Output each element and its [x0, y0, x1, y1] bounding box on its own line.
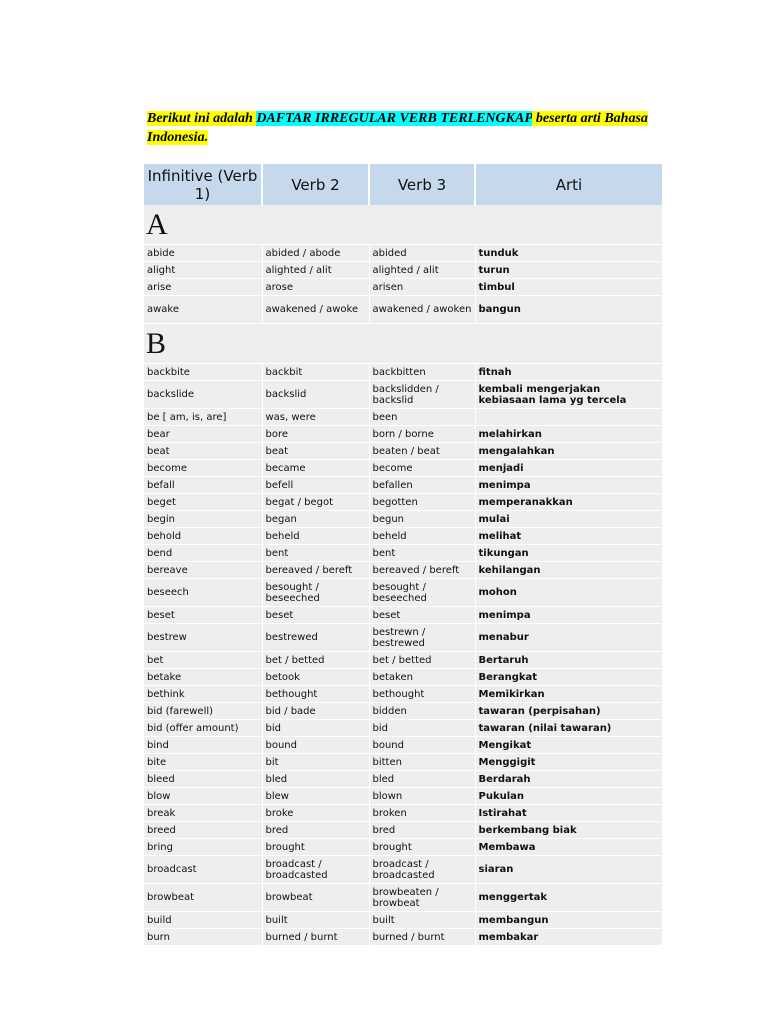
verb2-cell: bled — [262, 771, 369, 788]
infinitive-cell: bestrew — [144, 624, 262, 652]
infinitive-cell: beget — [144, 494, 262, 511]
verb2-cell: bred — [262, 822, 369, 839]
verb3-cell: bereaved / bereft — [369, 562, 475, 579]
verb3-cell: bitten — [369, 754, 475, 771]
verb3-cell: bethought — [369, 686, 475, 703]
verb2-cell: abided / abode — [262, 245, 369, 262]
infinitive-cell: bite — [144, 754, 262, 771]
verb2-cell: bereaved / bereft — [262, 562, 369, 579]
verb3-cell: bestrewn / bestrewed — [369, 624, 475, 652]
table-row — [144, 443, 662, 460]
infinitive-cell: bear — [144, 426, 262, 443]
arti-cell: tawaran (nilai tawaran) — [475, 720, 662, 737]
verb3-cell: born / borne — [369, 426, 475, 443]
verb2-cell: besought / beseeched — [262, 579, 369, 607]
arti-cell: membakar — [475, 929, 662, 946]
table-row — [144, 624, 662, 652]
table-row — [144, 652, 662, 669]
infinitive-cell: become — [144, 460, 262, 477]
table-row — [144, 805, 662, 822]
table-row — [144, 296, 662, 324]
infinitive-cell: abide — [144, 245, 262, 262]
table-row — [144, 245, 662, 262]
arti-cell: menggertak — [475, 884, 662, 912]
infinitive-cell: behold — [144, 528, 262, 545]
infinitive-cell: bind — [144, 737, 262, 754]
infinitive-cell: bethink — [144, 686, 262, 703]
table-body — [144, 205, 662, 946]
irregular-verb-table — [144, 164, 663, 946]
infinitive-cell: be [ am, is, are] — [144, 409, 262, 426]
infinitive-cell: bid (farewell) — [144, 703, 262, 720]
verb2-cell: bound — [262, 737, 369, 754]
verb3-cell: beheld — [369, 528, 475, 545]
verb2-cell: browbeat — [262, 884, 369, 912]
table-row — [144, 409, 662, 426]
arti-cell: memperanakkan — [475, 494, 662, 511]
verb3-cell: bound — [369, 737, 475, 754]
verb2-cell: burned / burnt — [262, 929, 369, 946]
arti-cell: tunduk — [475, 245, 662, 262]
infinitive-cell: bleed — [144, 771, 262, 788]
verb2-cell: begat / begot — [262, 494, 369, 511]
arti-cell: Berangkat — [475, 669, 662, 686]
verb3-cell: burned / burnt — [369, 929, 475, 946]
arti-cell: mohon — [475, 579, 662, 607]
table-row — [144, 381, 662, 409]
verb3-cell: begotten — [369, 494, 475, 511]
verb3-cell: arisen — [369, 279, 475, 296]
infinitive-cell: burn — [144, 929, 262, 946]
verb3-cell: betaken — [369, 669, 475, 686]
verb3-cell: beaten / beat — [369, 443, 475, 460]
intro-text-end: beserta arti Bahasa Indonesia. — [147, 111, 648, 145]
verb2-cell: alighted / alit — [262, 262, 369, 279]
arti-cell: Pukulan — [475, 788, 662, 805]
table-header-row — [144, 164, 662, 205]
verb3-cell: bidden — [369, 703, 475, 720]
arti-cell: siaran — [475, 856, 662, 884]
section-row — [144, 324, 662, 364]
verb3-cell: backslidden / backslid — [369, 381, 475, 409]
verb2-cell: blew — [262, 788, 369, 805]
infinitive-cell: backbite — [144, 364, 262, 381]
infinitive-cell: bet — [144, 652, 262, 669]
infinitive-cell: backslide — [144, 381, 262, 409]
arti-cell: menimpa — [475, 607, 662, 624]
infinitive-cell: breed — [144, 822, 262, 839]
verb3-cell: built — [369, 912, 475, 929]
verb2-cell: became — [262, 460, 369, 477]
verb2-cell: began — [262, 511, 369, 528]
verb3-cell: become — [369, 460, 475, 477]
verb2-cell: broadcast / broadcasted — [262, 856, 369, 884]
verb3-cell: been — [369, 409, 475, 426]
verb2-cell: bestrewed — [262, 624, 369, 652]
table-row — [144, 839, 662, 856]
header-verb-2: Verb 2 — [262, 164, 369, 205]
arti-cell: bangun — [475, 296, 662, 324]
verb2-cell: backbit — [262, 364, 369, 381]
intro-text-title: DAFTAR IRREGULAR VERB TERLENGKAP — [256, 111, 533, 126]
infinitive-cell: awake — [144, 296, 262, 324]
infinitive-cell: build — [144, 912, 262, 929]
verb2-cell: bore — [262, 426, 369, 443]
arti-cell: menjadi — [475, 460, 662, 477]
arti-cell: fitnah — [475, 364, 662, 381]
table-row — [144, 477, 662, 494]
verb2-cell: bet / betted — [262, 652, 369, 669]
verb3-cell: brought — [369, 839, 475, 856]
verb2-cell: beheld — [262, 528, 369, 545]
infinitive-cell: bring — [144, 839, 262, 856]
section-row — [144, 205, 662, 245]
verb3-cell: broken — [369, 805, 475, 822]
infinitive-cell: bid (offer amount) — [144, 720, 262, 737]
table-row — [144, 528, 662, 545]
verb2-cell: bid / bade — [262, 703, 369, 720]
header-infinitive: Infinitive (Verb 1) — [144, 164, 262, 205]
table-row — [144, 686, 662, 703]
arti-cell: menabur — [475, 624, 662, 652]
table-row — [144, 912, 662, 929]
table-row — [144, 822, 662, 839]
section-letter: B — [144, 324, 662, 364]
table-row — [144, 545, 662, 562]
arti-cell: mulai — [475, 511, 662, 528]
infinitive-cell: arise — [144, 279, 262, 296]
verb3-cell: browbeaten / browbeat — [369, 884, 475, 912]
header-arti: Arti — [475, 164, 662, 205]
table-row — [144, 279, 662, 296]
table-row — [144, 771, 662, 788]
intro-paragraph — [147, 109, 667, 147]
arti-cell: menimpa — [475, 477, 662, 494]
arti-cell: Membawa — [475, 839, 662, 856]
verb2-cell: broke — [262, 805, 369, 822]
table-row — [144, 884, 662, 912]
infinitive-cell: betake — [144, 669, 262, 686]
infinitive-cell: blow — [144, 788, 262, 805]
verb3-cell: bent — [369, 545, 475, 562]
arti-cell: Mengikat — [475, 737, 662, 754]
table-row — [144, 754, 662, 771]
table-row — [144, 856, 662, 884]
table-row — [144, 737, 662, 754]
verb2-cell: backslid — [262, 381, 369, 409]
arti-cell: tawaran (perpisahan) — [475, 703, 662, 720]
verb3-cell: begun — [369, 511, 475, 528]
table-row — [144, 607, 662, 624]
verb3-cell: abided — [369, 245, 475, 262]
verb2-cell: bit — [262, 754, 369, 771]
verb2-cell: brought — [262, 839, 369, 856]
infinitive-cell: broadcast — [144, 856, 262, 884]
verb2-cell: built — [262, 912, 369, 929]
verb2-cell: betook — [262, 669, 369, 686]
table-row — [144, 929, 662, 946]
verb3-cell: blown — [369, 788, 475, 805]
arti-cell: mengalahkan — [475, 443, 662, 460]
table-row — [144, 364, 662, 381]
infinitive-cell: begin — [144, 511, 262, 528]
verb2-cell: awakened / awoke — [262, 296, 369, 324]
arti-cell: melahirkan — [475, 426, 662, 443]
arti-cell: tikungan — [475, 545, 662, 562]
infinitive-cell: beat — [144, 443, 262, 460]
table-row — [144, 669, 662, 686]
infinitive-cell: break — [144, 805, 262, 822]
table-row — [144, 426, 662, 443]
table-row — [144, 720, 662, 737]
verb2-cell: arose — [262, 279, 369, 296]
intro-text-start: Berikut ini adalah — [147, 111, 257, 126]
arti-cell: melihat — [475, 528, 662, 545]
verb3-cell: besought / beseeched — [369, 579, 475, 607]
table-row — [144, 788, 662, 805]
table-row — [144, 579, 662, 607]
arti-cell: membangun — [475, 912, 662, 929]
verb3-cell: bred — [369, 822, 475, 839]
table-row — [144, 703, 662, 720]
verb2-cell: bent — [262, 545, 369, 562]
infinitive-cell: browbeat — [144, 884, 262, 912]
verb3-cell: beset — [369, 607, 475, 624]
arti-cell: timbul — [475, 279, 662, 296]
arti-cell: Memikirkan — [475, 686, 662, 703]
verb2-cell: bid — [262, 720, 369, 737]
arti-cell: turun — [475, 262, 662, 279]
verb3-cell: bet / betted — [369, 652, 475, 669]
table-row — [144, 494, 662, 511]
arti-cell: Bertaruh — [475, 652, 662, 669]
infinitive-cell: bend — [144, 545, 262, 562]
verb3-cell: bled — [369, 771, 475, 788]
verb2-cell: befell — [262, 477, 369, 494]
table-row — [144, 511, 662, 528]
verb2-cell: was, were — [262, 409, 369, 426]
verb3-cell: awakened / awoken — [369, 296, 475, 324]
verb3-cell: bid — [369, 720, 475, 737]
arti-cell: Berdarah — [475, 771, 662, 788]
infinitive-cell: befall — [144, 477, 262, 494]
table-row — [144, 562, 662, 579]
infinitive-cell: bereave — [144, 562, 262, 579]
arti-cell: berkembang biak — [475, 822, 662, 839]
table-row — [144, 262, 662, 279]
arti-cell: Istirahat — [475, 805, 662, 822]
verb3-cell: alighted / alit — [369, 262, 475, 279]
verb2-cell: bethought — [262, 686, 369, 703]
verb3-cell: befallen — [369, 477, 475, 494]
arti-cell: Menggigit — [475, 754, 662, 771]
infinitive-cell: beset — [144, 607, 262, 624]
arti-cell: kembali mengerjakan kebiasaan lama yg tercela — [475, 381, 662, 409]
verb3-cell: broadcast / broadcasted — [369, 856, 475, 884]
arti-cell: kehilangan — [475, 562, 662, 579]
infinitive-cell: beseech — [144, 579, 262, 607]
arti-cell — [475, 409, 662, 426]
infinitive-cell: alight — [144, 262, 262, 279]
table-row — [144, 460, 662, 477]
section-letter: A — [144, 205, 662, 245]
header-verb-3: Verb 3 — [369, 164, 475, 205]
verb2-cell: beat — [262, 443, 369, 460]
verb2-cell: beset — [262, 607, 369, 624]
verb3-cell: backbitten — [369, 364, 475, 381]
